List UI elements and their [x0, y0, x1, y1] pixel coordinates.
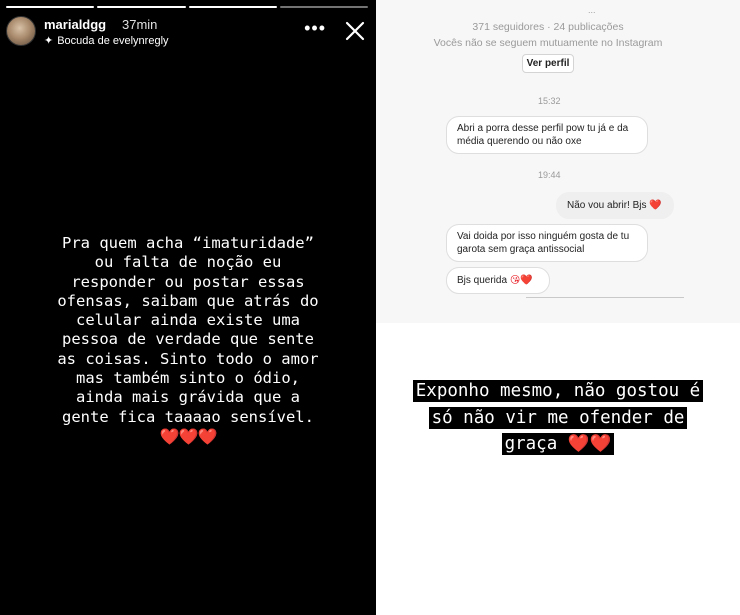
story-text: [20, 234, 356, 446]
received-message: [446, 224, 648, 262]
view-profile-button[interactable]: Ver perfil: [522, 54, 574, 73]
progress-segment: [189, 6, 277, 8]
caption-text: Exponho mesmo, não gostou é: [413, 380, 703, 402]
divider: [526, 297, 684, 298]
progress-segment: [6, 6, 94, 8]
story-text-line: as coisas. Sinto todo o amor: [57, 349, 319, 368]
story-text-line: ou falta de noção eu: [94, 253, 282, 272]
caption-line: [376, 432, 740, 456]
progress-segment: [280, 6, 368, 8]
message-text: Não vou abrir! Bjs: [567, 200, 647, 211]
story-progress-bar: [6, 6, 368, 8]
story-text-line: celular ainda existe uma: [76, 311, 300, 330]
close-icon[interactable]: [344, 20, 366, 42]
caption-line: [376, 406, 740, 430]
avatar[interactable]: [6, 16, 36, 46]
story-time: 37min: [122, 17, 158, 32]
timestamp: 19:44: [538, 170, 561, 180]
mutual-follow-note: Vocês não se seguem mutuamente no Instagram: [433, 37, 663, 49]
caption-text: só não vir me ofender de: [429, 407, 688, 429]
more-options-icon[interactable]: •••: [304, 18, 326, 38]
story-text-line: mas também sinto o ódio,: [76, 369, 300, 388]
music-label: Bocuda de evelynregly: [57, 34, 169, 47]
message-line: Abri a porra desse perfil pow tu já e da: [457, 123, 629, 134]
hearts-emoji: ❤️❤️❤️: [159, 426, 217, 446]
message-line: Vai doida por isso ninguém gosta de tu: [457, 231, 630, 242]
message-line: garota sem graça antissocial: [457, 244, 585, 255]
dm-screenshot-panel: [376, 0, 740, 615]
followers-count: 371 seguidores · 24 publicações: [472, 21, 624, 33]
story-text-line: ainda mais grávida que a: [76, 388, 300, 407]
story-text-line: pessoa de verdade que sente: [62, 330, 314, 349]
story-text-line: responder ou postar essas: [71, 272, 305, 291]
caption-text-with-hearts: [502, 433, 615, 455]
story-text-line: ofensas, saibam que atrás do: [57, 291, 319, 310]
heart-emoji: ❤️: [649, 200, 662, 211]
music-attribution[interactable]: [44, 34, 169, 47]
received-message: [446, 116, 648, 154]
story-text-line: gente fica taaaao sensível.: [62, 407, 314, 426]
hearts-emoji: ❤️❤️: [567, 434, 612, 454]
music-sparkle-icon: ✦: [44, 35, 54, 47]
caption-line: [376, 379, 740, 403]
timestamp: 15:32: [538, 96, 561, 106]
sent-message: [556, 192, 674, 219]
story-header: [6, 14, 366, 50]
progress-segment: [97, 6, 185, 8]
dm-conversation: [376, 0, 740, 323]
received-message: [446, 267, 550, 294]
kiss-heart-emoji: 😘❤️: [509, 275, 533, 286]
story-username[interactable]: marialdgg: [44, 17, 107, 32]
caption-text: graça: [504, 434, 558, 454]
message-text: Bjs querida: [457, 275, 508, 286]
header-dots: ...: [588, 5, 596, 15]
story-text-line: Pra quem acha “imaturidade”: [62, 234, 314, 252]
message-line: média querendo ou não oxe: [457, 136, 582, 147]
